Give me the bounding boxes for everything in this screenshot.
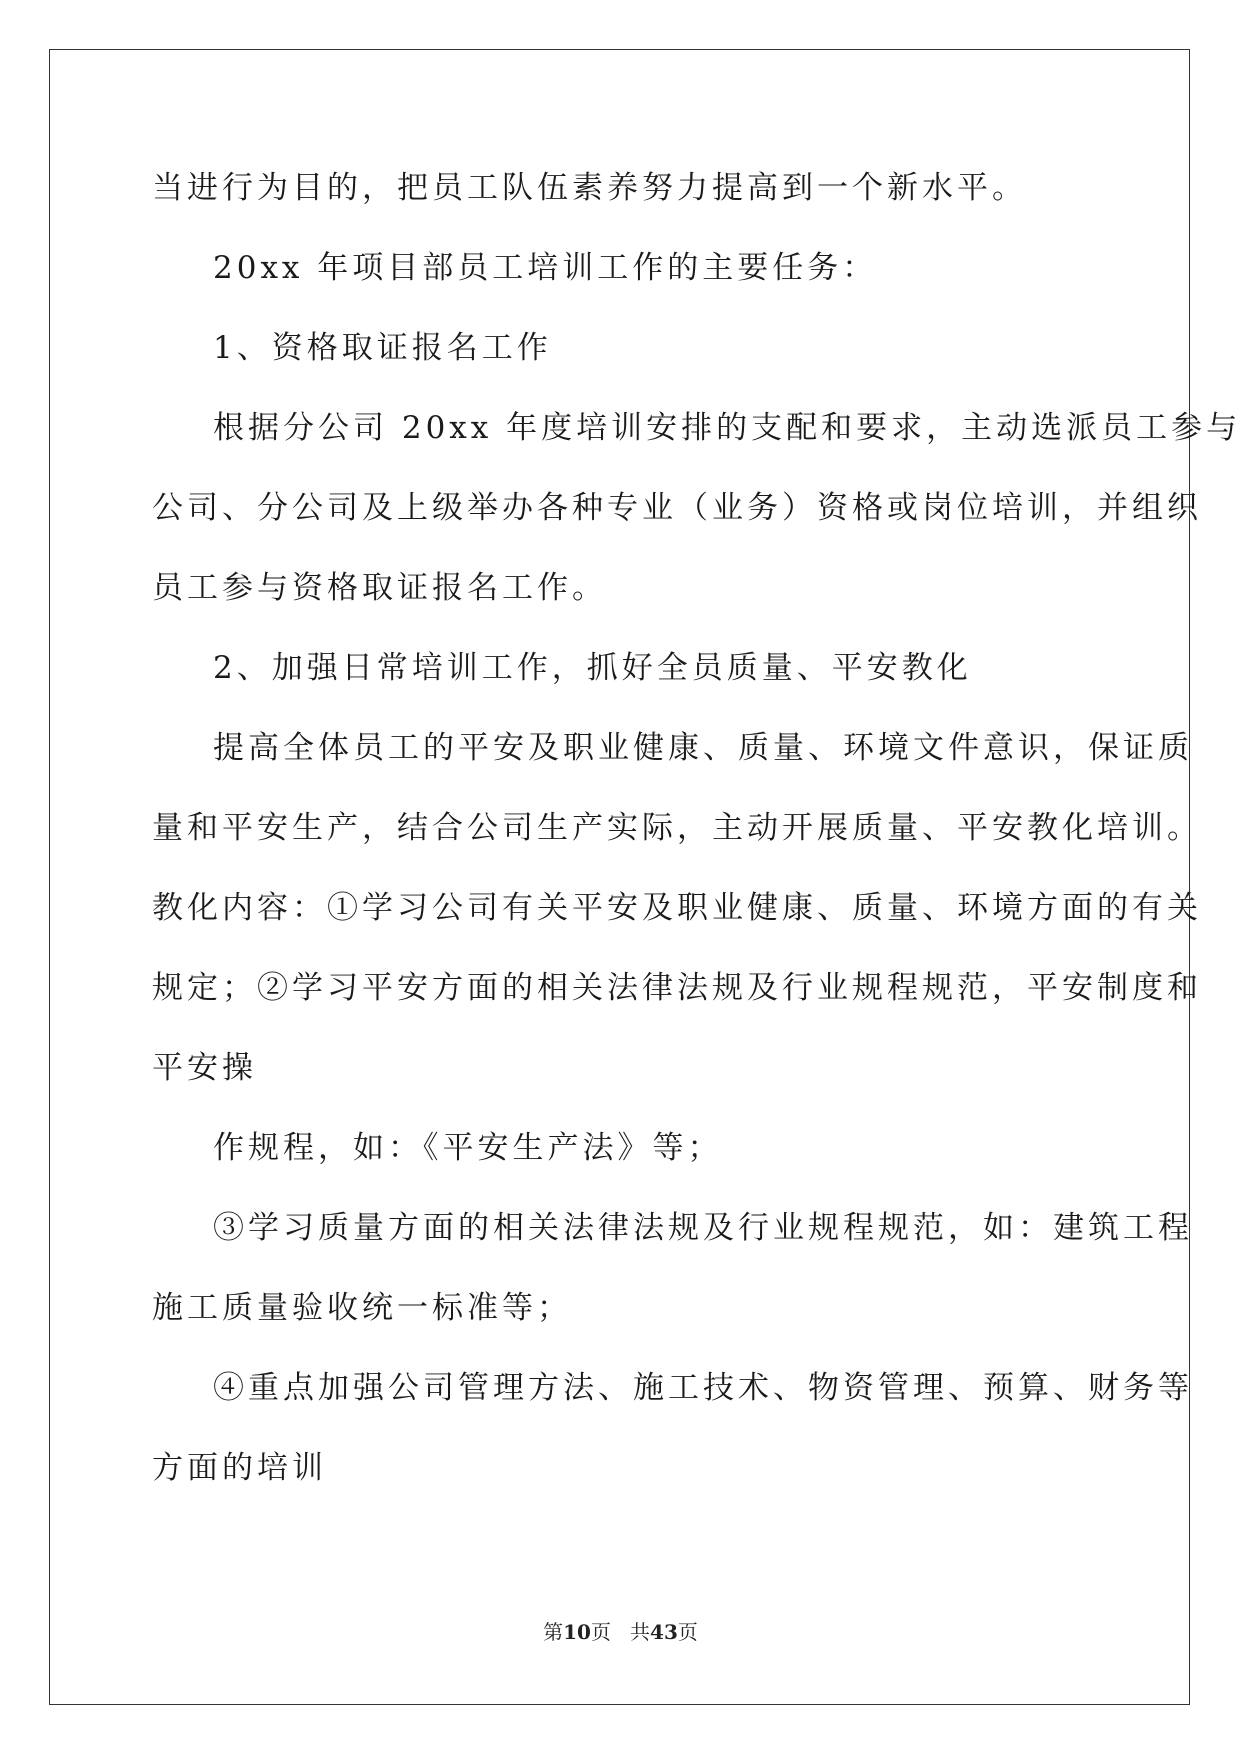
section-heading: 2、加强日常培训工作，抓好全员质量、平安教化 (213, 650, 972, 686)
paragraph-line: 根据分公司 20xx 年度培训安排的支配和要求，主动选派员工参与 (213, 410, 1241, 446)
paragraph-line: ③学习质量方面的相关法律法规及行业规程规范，如：建筑工程 (213, 1210, 1193, 1246)
paragraph-line: 平安操 (152, 1050, 257, 1086)
paragraph-line: 量和平安生产，结合公司生产实际，主动开展质量、平安教化培训。 (152, 810, 1202, 846)
paragraph-line: 20xx 年项目部员工培训工作的主要任务： (213, 250, 878, 286)
page-number: 10 (563, 1620, 591, 1644)
paragraph-line: 提高全体员工的平安及职业健康、质量、环境文件意识，保证质 (213, 730, 1193, 766)
paragraph-line: 员工参与资格取证报名工作。 (152, 570, 607, 606)
paragraph-line: 施工质量验收统一标准等； (152, 1290, 572, 1326)
footer-prefix: 第 (543, 1620, 564, 1644)
paragraph-line: 教化内容：①学习公司有关平安及职业健康、质量、环境方面的有关 (152, 890, 1202, 926)
footer-page-suffix: 页 (590, 1620, 611, 1644)
page-footer (0, 1620, 1241, 1644)
paragraph-line: 公司、分公司及上级举办各种专业（业务）资格或岗位培训，并组织 (152, 490, 1202, 526)
total-pages: 43 (650, 1620, 678, 1644)
paragraph-line: ④重点加强公司管理方法、施工技术、物资管理、预算、财务等 (213, 1370, 1193, 1406)
paragraph-line: 方面的培训 (152, 1450, 327, 1486)
section-heading: 1、资格取证报名工作 (213, 330, 552, 366)
paragraph-line: 作规程，如：《平安生产法》等； (213, 1130, 723, 1166)
footer-total-prefix: 共 (630, 1620, 651, 1644)
paragraph-line: 当进行为目的，把员工队伍素养努力提高到一个新水平。 (152, 170, 1027, 206)
paragraph-line: 规定；②学习平安方面的相关法律法规及行业规程规范，平安制度和 (152, 970, 1202, 1006)
footer-total-suffix: 页 (677, 1620, 698, 1644)
